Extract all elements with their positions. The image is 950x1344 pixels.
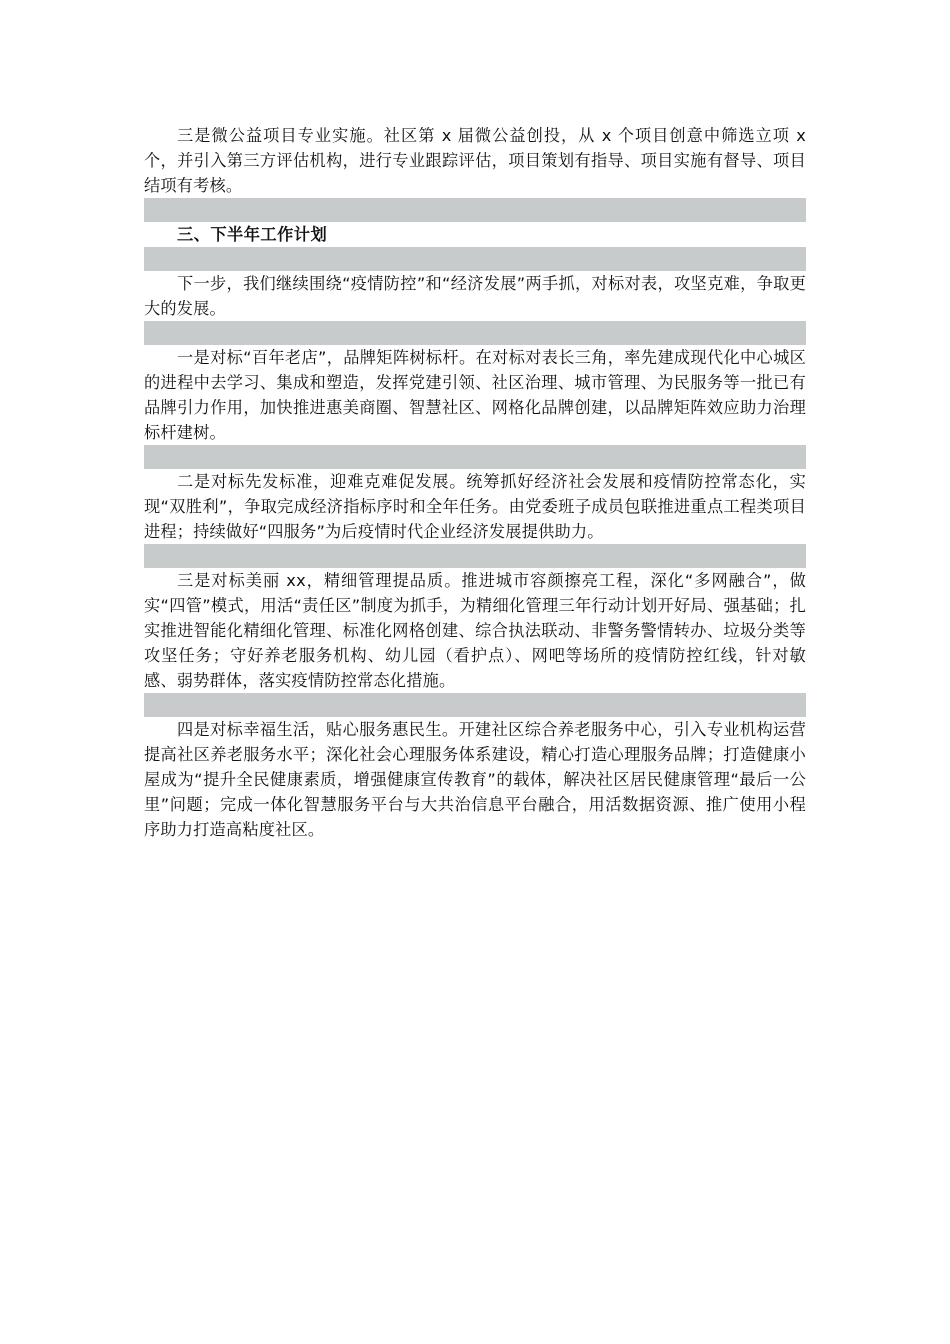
separator-band	[144, 321, 806, 345]
separator-band	[144, 198, 806, 222]
section-heading: 三、下半年工作计划	[177, 225, 328, 244]
paragraph-development: 二是对标先发标准，迎难克难促发展。统筹抓好经济社会发展和疫情防控常态化，实现“双胜利”，争取完成经济指标序时和全年任务。由党委班子成员包联推进重点工程类项目进程；持续做好“四服务”为后疫情时代企业经济发展提供助力。	[144, 472, 806, 541]
paragraph-brand-matrix: 一是对标“百年老店”，品牌矩阵树标杆。在对标对表长三角，率先建成现代化中心城区的进程中去学习、集成和塑造，发挥党建引领、社区治理、城市管理、为民服务等一批已有品牌引力作用，加快推进惠美商圈、智慧社区、网格化品牌创建，以品牌矩阵效应助力治理标杆建树。	[144, 348, 806, 442]
document-page	[144, 123, 806, 842]
paragraph-next-steps: 下一步，我们继续围绕“疫情防控”和“经济发展”两手抓，对标对表，攻坚克难，争取更大的发展。	[144, 274, 806, 318]
separator-band	[144, 544, 806, 568]
paragraph-livelihood: 四是对标幸福生活，贴心服务惠民生。开建社区综合养老服务中心，引入专业机构运营提高社区养老服务水平；深化社会心理服务体系建设，精心打造心理服务品牌；打造健康小屋成为“提升全民健康素质，增强健康宣传教育”的载体，解决社区居民健康管理“最后一公里”问题；完成一体化智慧服务平台与大共治信息平台融合，用活数据资源、推广使用小程序助力打造高粘度社区。	[144, 720, 806, 839]
separator-band	[144, 445, 806, 469]
separator-band	[144, 693, 806, 717]
separator-band	[144, 247, 806, 271]
paragraph-fine-management: 三是对标美丽 xx，精细管理提品质。推进城市容颜擦亮工程，深化“多网融合”，做实“四管”模式，用活“责任区”制度为抓手，为精细化管理三年行动计划开好局、强基础；扎实推进智能化精细化管理、标准化网格创建、综合执法联动、非警务警情转办、垃圾分类等攻坚任务；守好养老服务机构、幼儿园（看护点）、网吧等场所的疫情防控红线，针对敏感、弱势群体，落实疫情防控常态化措施。	[144, 571, 806, 690]
paragraph-microcharity: 三是微公益项目专业实施。社区第 x 届微公益创投，从 x 个项目创意中筛选立项 x 个，并引入第三方评估机构，进行专业跟踪评估，项目策划有指导、项目实施有督导、项目结项有考核。	[144, 126, 806, 195]
